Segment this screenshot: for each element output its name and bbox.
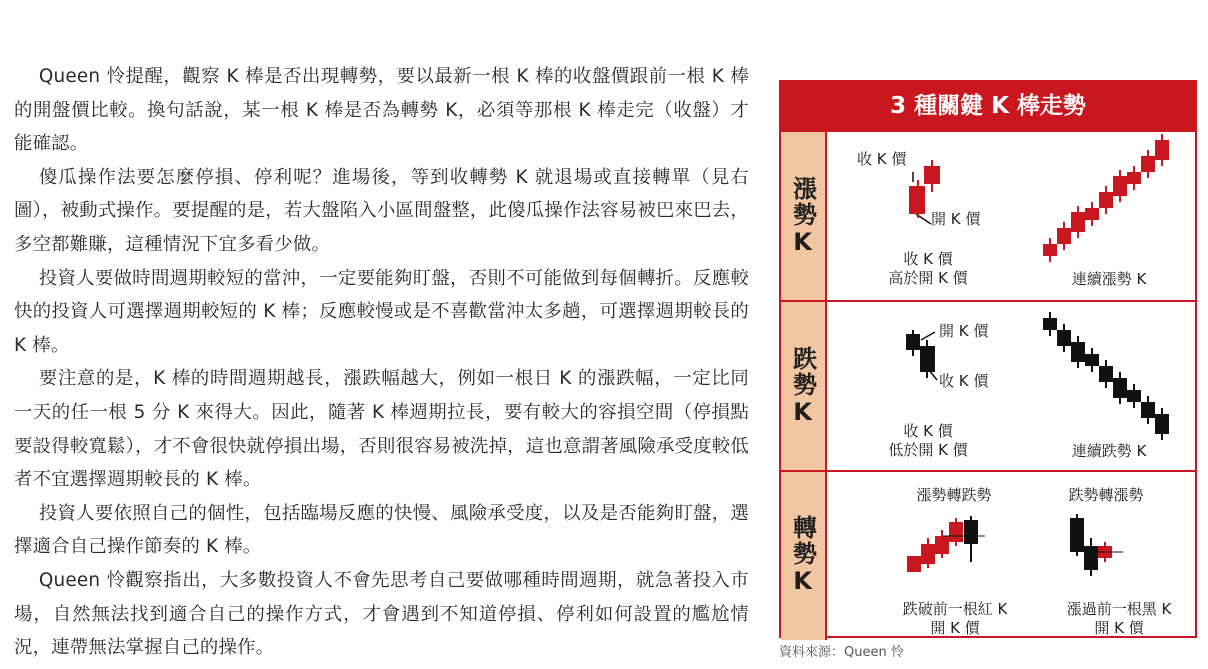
article-body [14,60,749,665]
candle-red [1043,244,1057,256]
open-price-annotation: 開 K 價 [931,210,981,228]
paragraph: Queen 怜觀察指出，大多數投資人不會先思考自己要做哪種時間週期，就急著投入市場，自然無法找到適合自己的操作方式，才會遇到不知道停損、停利如何設置的尷尬情況，連帶無法掌握自己的操作。 [14,569,749,659]
candle-red [909,186,925,214]
candle-black [1099,366,1113,382]
candle-red [1099,192,1113,208]
candle-red [1085,208,1099,220]
close-price-annotation: 收 K 價 [857,150,907,168]
candle-red [1057,228,1071,244]
paragraph: Queen 怜提醒，觀察 K 棒是否出現轉勢，要以最新一根 K 棒的收盤價跟前一根 K 棒的開盤價比較。換句話說，某一根 K 棒是否為轉勢 K，必須等那根 K 棒走完（收盤）才能確認。 [14,66,749,155]
candle-red [924,166,940,184]
candle-black [964,520,978,544]
candle-black [1127,390,1141,402]
figure-title: 3 種關鍵 K 棒走勢 [781,82,1195,130]
falling-pair-candles [899,322,959,402]
falling-to-rising-heading: 跌勢轉漲勢 [1068,486,1144,504]
annotation-leader-line [921,332,935,340]
rising-caption: 收 K 價 高於開 K 價 [888,250,968,287]
candle-black [1113,378,1127,398]
candle-black [1084,546,1098,570]
rising-to-falling-candles [903,512,993,582]
candle-red [1113,176,1127,196]
row-reversal-k [781,470,1195,640]
candle-red [1127,172,1141,184]
candle-black [1071,342,1085,362]
consecutive-falling-candles [1039,308,1179,444]
falling-to-rising-caption: 漲過前一根黑 K 開 K 價 [1066,600,1172,637]
candle-black [906,334,920,350]
candle-black [1155,414,1169,434]
candle-red [1155,140,1169,160]
candle-black [1141,402,1155,418]
falling-caption: 收 K 價 低於開 K 價 [888,422,968,459]
consecutive-rising-candles [1039,140,1179,270]
row-label: 跌勢K [781,302,827,472]
candle-black [1070,518,1084,552]
candle-red [1071,212,1085,232]
candle-black [1043,318,1057,330]
falling-to-rising-candles [1065,512,1155,582]
candle-red [935,536,949,554]
rising-pair-candles [901,152,951,232]
candle-black [1057,330,1071,346]
row-label: 漲勢K [781,132,827,302]
consecutive-falling-caption: 連續跌勢 K [1071,442,1147,460]
paragraph: 投資人要做時間週期較短的當沖，一定要能夠盯盤，否則不可能做到每個轉折。反應較快的投資人可選擇週期較短的 K 棒；反應較慢或是不喜歡當沖太多趟，可選擇週期較長的 K 棒。 [14,267,749,356]
candle-red [1141,156,1155,172]
consecutive-rising-caption: 連續漲勢 K [1071,270,1147,288]
rising-to-falling-caption: 跌破前一根紅 K 開 K 價 [902,600,1008,637]
row-falling-k [781,300,1195,472]
candlestick-figure [779,80,1197,638]
candle-red [949,522,963,542]
paragraph: 投資人要依照自己的個性，包括臨場反應的快慢、風險承受度，以及是否能夠盯盤，選擇適合自己操作節奏的 K 棒。 [14,502,749,558]
rising-to-falling-heading: 漲勢轉跌勢 [916,486,992,504]
row-rising-k [781,130,1195,302]
paragraph: 傻瓜操作法要怎麼停損、停利呢？進場後，等到收轉勢 K 就退場或直接轉單（見右圖），被動式操作。要提醒的是，若大盤陷入小區間盤整，此傻瓜操作法容易被巴來巴去，多空都難賺，這種情況下宜多看少做。 [14,166,749,255]
open-price-annotation: 開 K 價 [939,322,989,340]
row-label: 轉勢K [781,472,827,640]
candle-black [920,346,935,372]
candle-red [907,556,921,572]
figure-source: 資料來源：Queen 怜 [779,645,904,660]
candle-red [921,544,935,564]
paragraph: 要注意的是，K 棒的時間週期越長，漲跌幅越大，例如一根日 K 的漲跌幅，一定比同一天的任一根 5 分 K 來得大。因此，隨著 K 棒週期拉長，要有較大的容損空間（停損點要設得較寬鬆），才不會很快就停損出場，否則很容易被洗掉，這也意謂著風險承受度較低者不宜選擇週期較長的 K 棒。 [14,368,749,491]
close-price-annotation: 收 K 價 [939,372,989,390]
candle-black [1085,354,1099,366]
